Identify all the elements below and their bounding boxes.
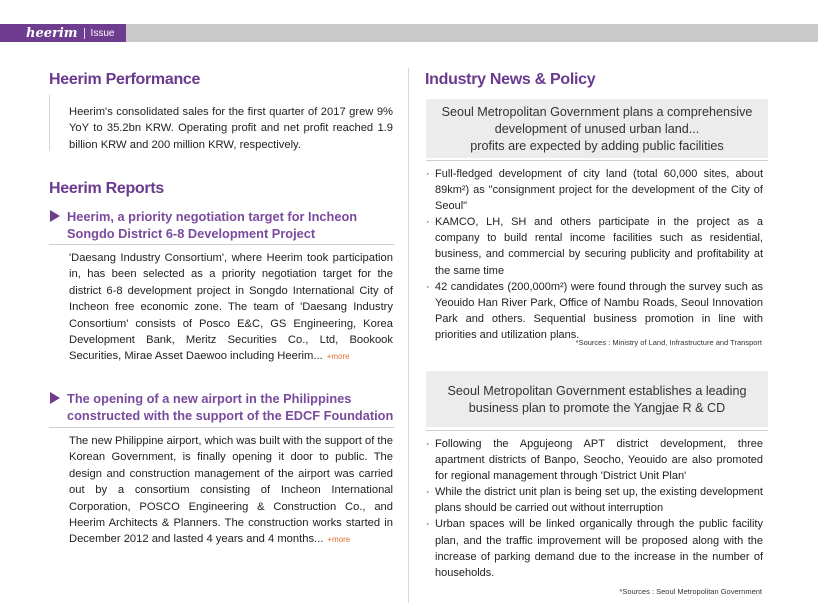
report-title-2[interactable]: The opening of a new airport in the Philippines constructed with the support of the EDCF Foundation: [50, 390, 395, 424]
section-label: Issue: [90, 27, 115, 39]
brand-logo: heerim: [26, 25, 78, 41]
news-1-headline-line: Seoul Metropolitan Government plans a comprehensive: [441, 105, 753, 119]
report-1-text: [69, 250, 393, 366]
news-2-source: *Sources : Seoul Metropolitan Government: [619, 587, 762, 596]
performance-rule: [49, 95, 50, 151]
more-link[interactable]: +more: [327, 535, 351, 545]
report-2-body: The new Philippine airport, which was built with the support of the Korean Government, is finally opening it door to public. The design and construction management of the airport was carried out by a consortium consisting of Incheon International Corporation, POSCO Engineering & Construction Co., and Heerim Architects & Planners. The construction works started in December 2012 and lasted 4 years and 4 months...: [69, 435, 393, 546]
report-1-rule: [49, 244, 394, 245]
news-1-source: *Sources : Ministry of Land, Infrastructure and Transport: [575, 338, 762, 347]
triangle-bullet-icon: [50, 210, 60, 222]
news-1-bullets: [426, 166, 763, 343]
column-divider: [408, 68, 409, 603]
brand-tab: [0, 24, 126, 42]
news-1-rule: [426, 160, 768, 161]
report-title-1[interactable]: Heerim, a priority negotiation target for Incheon Songdo District 6-8 Development Project: [50, 208, 395, 242]
news-2-headline: [426, 371, 768, 427]
report-2-rule: [49, 427, 394, 428]
news-1-headline: [426, 99, 768, 158]
report-1-body: 'Daesang Industry Consortium', where Heerim took participation in, has been selected as a priority negotiation target for the district 6-8 development project in Songdo International City of Incheon free economic zone. The team of 'Daesang Industry Consortium' consists of Posco E&C, GS Engineering, Korea Development Bank, Meritz Securities Co., Ltd, Bookook Securities, Mirae Asset Daewoo including Heerim...: [69, 252, 393, 363]
list-item: · Full-fledged development of city land (total 60,000 sites, about 89km²) as "consignment project for the development of the City of Seoul": [426, 166, 763, 214]
more-link[interactable]: +more: [326, 352, 350, 362]
brand-separator: [84, 28, 85, 39]
list-item: · Following the Apgujeong APT district development, three apartment districts of Banpo, Seocho, Yeouido are also promoted for regional management through 'District Unit Plan': [426, 436, 763, 484]
news-2-rule: [426, 430, 768, 431]
list-item: · Urban spaces will be linked organically through the public facility plan, and the traffic improvement will be proposed along with the increase of parking demand due to the increase in the number of households.: [426, 516, 763, 580]
news-1-headline-line: profits are expected by adding public facilities: [470, 139, 724, 153]
news-2-headline-line: business plan to promote the Yangjae R & CD: [468, 401, 726, 415]
list-item: · 42 candidates (200,000m²) were found through the survey such as Yeouido Han River Park, Office of Nambu Roads, Seoul Innovation Park and others. Sequential business promotion in line with priorities and utilization plans.: [426, 279, 763, 343]
reports-heading: Heerim Reports: [49, 180, 164, 197]
report-2-text: [69, 433, 393, 549]
news-2-headline-line: Seoul Metropolitan Government establishes a leading: [447, 384, 747, 398]
news-1-headline-line: development of unused urban land...: [494, 122, 700, 136]
list-item: · KAMCO, LH, SH and others participate in the project as a company to build rental income facilities such as residential, business, and commercial by securing publicity and profitability at the same time: [426, 214, 763, 278]
triangle-bullet-icon: [50, 392, 60, 404]
news-heading: Industry News & Policy: [425, 71, 596, 88]
news-2-bullets: [426, 436, 763, 581]
performance-heading: Heerim Performance: [49, 71, 201, 88]
header-bar: [0, 24, 818, 42]
performance-text: Heerim's consolidated sales for the first quarter of 2017 grew 9% YoY to 35.2bn KRW. Operating profit and net profit reached 1.9 billion KRW and 200 million KRW, respectively.: [69, 106, 393, 151]
list-item: · While the district unit plan is being set up, the existing development plans should be carried out without interruption: [426, 484, 763, 516]
